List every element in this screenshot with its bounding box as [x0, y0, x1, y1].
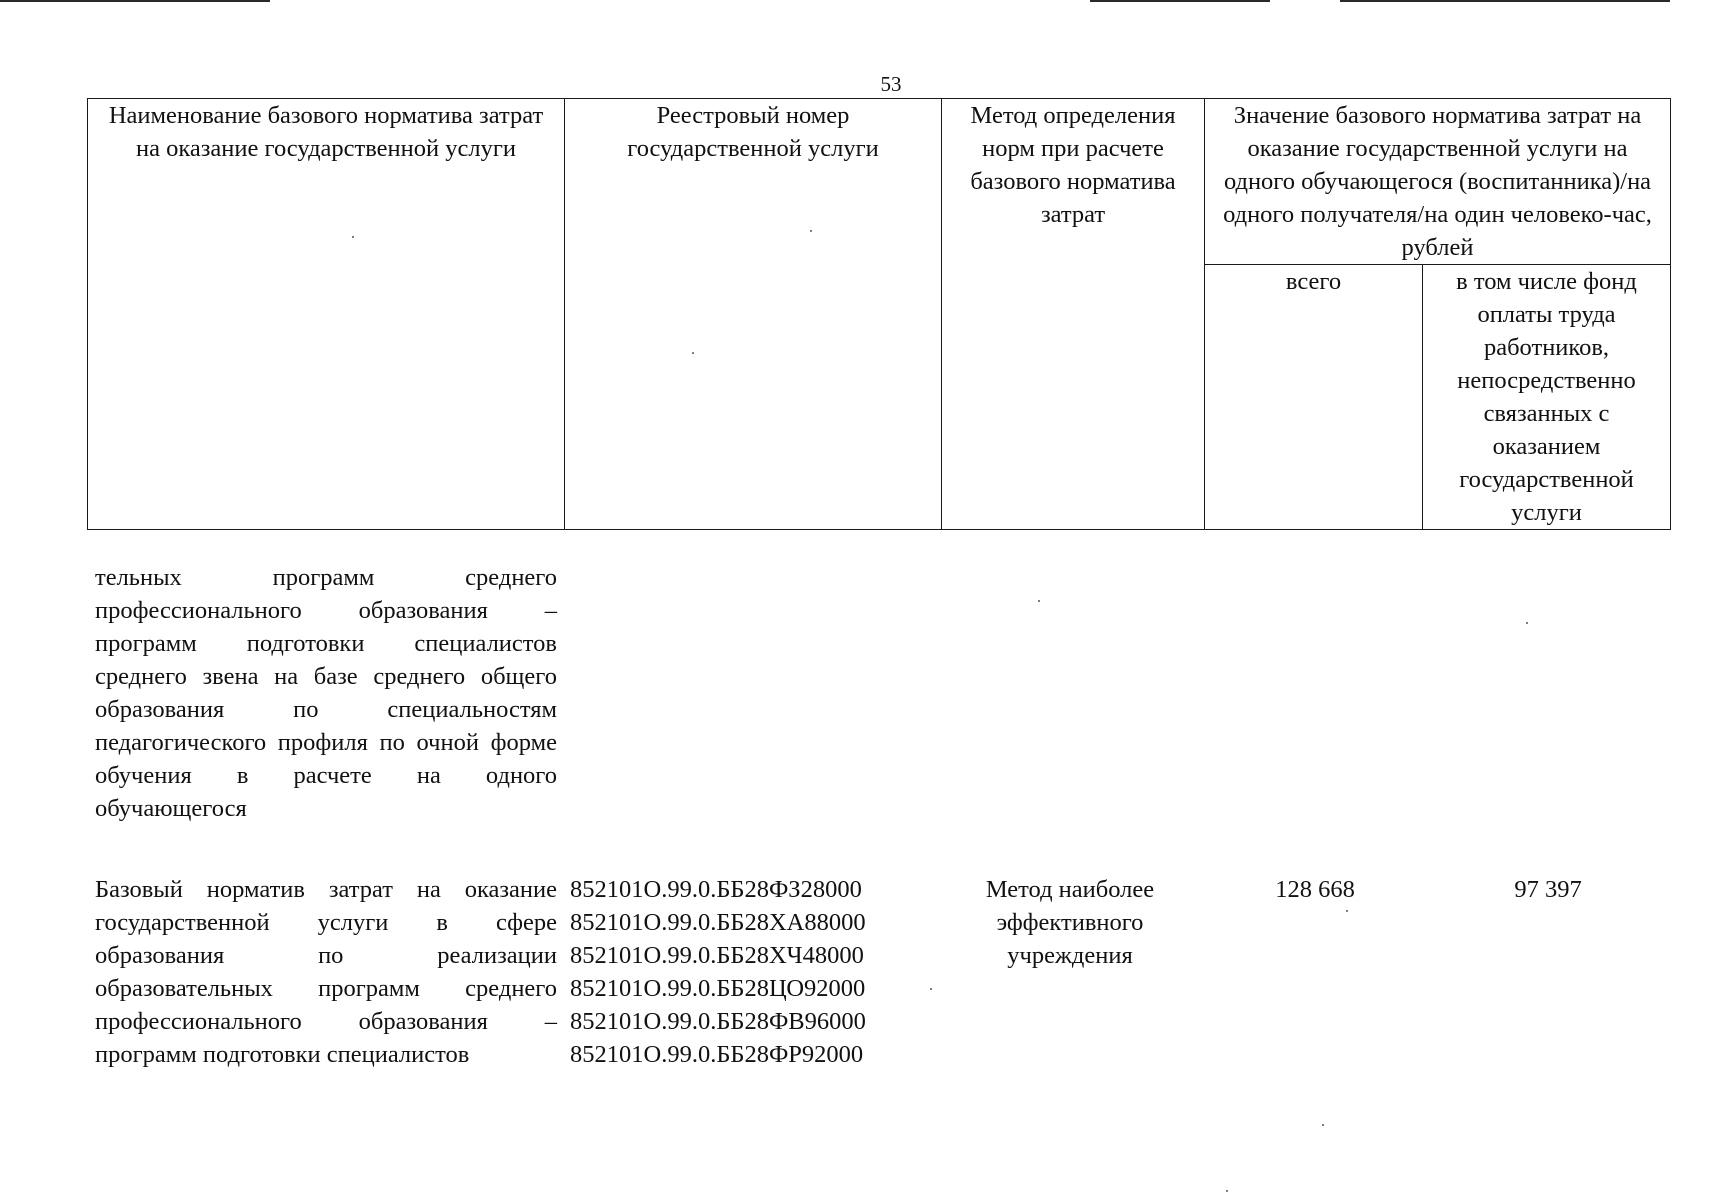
- header-cell-value: Значение базового норматива затрат на оказание государственной услуги на одного обучающегося (воспитанника)/на одного получателя/на один человеко-час, рублей: [1205, 99, 1671, 265]
- header-cell-registry: Реестровый номер государственной услуги: [565, 99, 942, 530]
- registry-number: 852101О.99.0.ББ28ХА88000: [570, 909, 866, 936]
- scan-edge-line: [1340, 0, 1670, 2]
- registry-number: 852101О.99.0.ББ28ФЗ28000: [570, 876, 862, 903]
- registry-number: 852101О.99.0.ББ28ФВ96000: [570, 1008, 866, 1035]
- scan-speck: [1226, 1190, 1228, 1192]
- scan-speck: [1346, 910, 1348, 912]
- row-name: Базовый норматив затрат на оказание государственной услуги в сфере образования по реализации образовательных программ среднего профессионального образования – программ подготовки специалистов: [95, 876, 557, 1068]
- scan-speck: [1038, 600, 1040, 602]
- header-cell-payroll: в том числе фонд оплаты труда работников, непосредственно связанных с оказанием государственной услуги: [1423, 265, 1671, 530]
- registry-number: 852101О.99.0.ББ28ФР92000: [570, 1041, 864, 1068]
- registry-number: 852101О.99.0.ББ28ХЧ48000: [570, 942, 864, 969]
- scan-edge-line: [1090, 0, 1270, 2]
- scan-speck: [1322, 1124, 1324, 1126]
- scan-speck: [930, 988, 932, 990]
- header-cell-name: Наименование базового норматива затрат на оказание государственной услуги: [88, 99, 565, 530]
- continued-row-name: тельных программ среднего профессионального образования – программ подготовки специалистов среднего звена на базе среднего общего образования по специальностям педагогического профиля по очной форме обучения в расчете на одного обучающегося: [95, 564, 557, 822]
- header-cell-method: Метод определения норм при расчете базового норматива затрат: [942, 99, 1205, 530]
- registry-number: 852101О.99.0.ББ28ЦО92000: [570, 975, 866, 1002]
- registry-number-list: [570, 873, 930, 1071]
- scan-speck: [1526, 622, 1528, 624]
- header-cell-total: всего: [1205, 265, 1423, 530]
- page-number: 53: [880, 72, 902, 96]
- row-method: Метод наиболее эффективного учреждения: [985, 876, 1155, 969]
- table-header: [87, 98, 1671, 530]
- scan-edge-line: [0, 0, 270, 2]
- row-total: 128 668: [1275, 876, 1355, 903]
- row-payroll: 97 397: [1514, 876, 1582, 903]
